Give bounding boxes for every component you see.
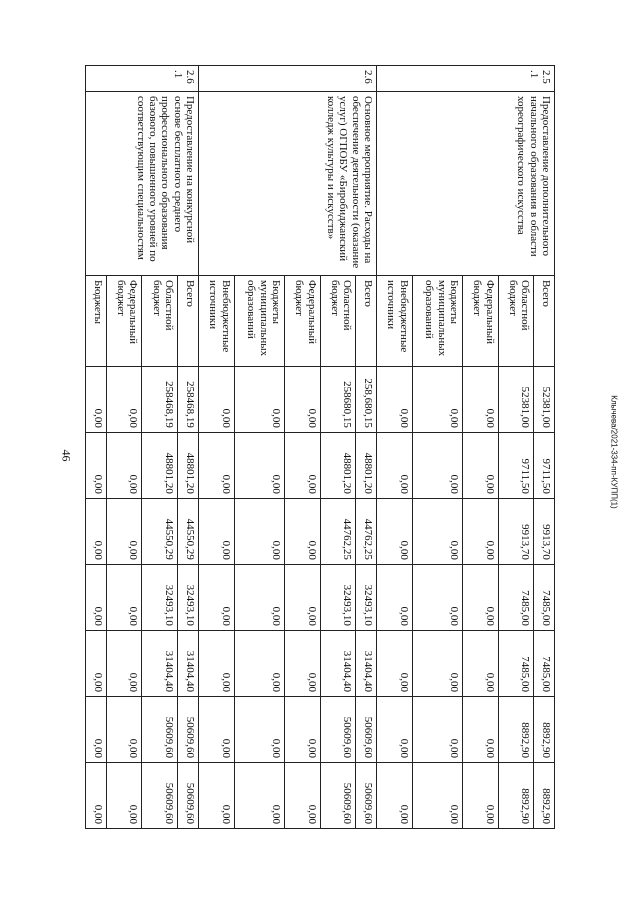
amount-cell: 0,00 — [106, 564, 142, 630]
amount-cell: 48801,20 — [178, 432, 199, 498]
item-name: Основное мероприятие. Расходы на обеспечение деятельности (оказание услуг) ОГПОБУ «Биробиджанский колледж культуры и искусств» — [198, 91, 376, 275]
amount-cell: 258,680,15 — [356, 366, 377, 432]
amount-cell: 0,00 — [412, 696, 462, 762]
funding-source: Областной бюджет — [498, 275, 534, 366]
item-name: Предоставление дополнительного начального образования в области хореографического искусства — [376, 91, 554, 275]
amount-cell: 32493,10 — [142, 564, 178, 630]
amount-cell: 50609,60 — [178, 762, 199, 828]
amount-cell: 32493,10 — [320, 564, 356, 630]
amount-cell: 0,00 — [284, 432, 320, 498]
amount-cell: 258468,19 — [178, 366, 199, 432]
amount-cell: 0,00 — [462, 564, 498, 630]
amount-cell: 50609,60 — [320, 696, 356, 762]
funding-source: Бюджеты — [86, 275, 107, 366]
amount-cell: 0,00 — [198, 696, 234, 762]
amount-cell: 0,00 — [462, 696, 498, 762]
amount-cell: 9711,50 — [498, 432, 534, 498]
amount-cell: 0,00 — [234, 498, 284, 564]
amount-cell: 31404,40 — [178, 630, 199, 696]
amount-cell: 44550,29 — [178, 498, 199, 564]
amount-cell: 0,00 — [284, 630, 320, 696]
amount-cell: 0,00 — [86, 366, 107, 432]
amount-cell: 8892,90 — [534, 696, 555, 762]
amount-cell: 0,00 — [376, 696, 412, 762]
amount-cell: 7485,00 — [498, 630, 534, 696]
amount-cell: 0,00 — [284, 366, 320, 432]
amount-cell: 0,00 — [412, 498, 462, 564]
table-row — [534, 66, 555, 829]
amount-cell: 50609,60 — [142, 696, 178, 762]
amount-cell: 32493,10 — [178, 564, 199, 630]
amount-cell: 258468,19 — [142, 366, 178, 432]
amount-cell: 48801,20 — [320, 432, 356, 498]
budget-table-body — [86, 66, 555, 829]
amount-cell: 0,00 — [198, 366, 234, 432]
amount-cell: 0,00 — [106, 630, 142, 696]
funding-source: Федеральный бюджет — [462, 275, 498, 366]
amount-cell: 0,00 — [376, 498, 412, 564]
amount-cell: 7485,00 — [498, 564, 534, 630]
amount-cell: 0,00 — [284, 696, 320, 762]
budget-table-container — [85, 65, 555, 829]
amount-cell: 0,00 — [376, 366, 412, 432]
amount-cell: 0,00 — [412, 762, 462, 828]
amount-cell: 50609,60 — [356, 762, 377, 828]
funding-source: Всего — [534, 275, 555, 366]
amount-cell: 7485,00 — [534, 564, 555, 630]
amount-cell: 0,00 — [412, 366, 462, 432]
funding-source: Всего — [178, 275, 199, 366]
amount-cell: 9711,50 — [534, 432, 555, 498]
amount-cell: 7485,00 — [534, 630, 555, 696]
amount-cell: 0,00 — [106, 366, 142, 432]
funding-source: Федеральный бюджет — [106, 275, 142, 366]
amount-cell: 44762,25 — [356, 498, 377, 564]
amount-cell: 0,00 — [234, 432, 284, 498]
amount-cell: 258680,15 — [320, 366, 356, 432]
amount-cell: 0,00 — [234, 696, 284, 762]
budget-table — [85, 65, 555, 829]
amount-cell: 0,00 — [376, 564, 412, 630]
amount-cell: 0,00 — [234, 366, 284, 432]
amount-cell: 50609,60 — [356, 696, 377, 762]
amount-cell: 31404,40 — [320, 630, 356, 696]
funding-source: Областной бюджет — [320, 275, 356, 366]
amount-cell: 0,00 — [198, 432, 234, 498]
funding-source: Бюджеты муниципальных образований — [234, 275, 284, 366]
funding-source: Внебюджетные источники — [376, 275, 412, 366]
amount-cell: 0,00 — [412, 432, 462, 498]
funding-source: Бюджеты муниципальных образований — [412, 275, 462, 366]
amount-cell: 50609,60 — [320, 762, 356, 828]
amount-cell: 44762,25 — [320, 498, 356, 564]
document-id: Клычева/2021-334-пп-КУПП(1) — [609, 395, 619, 509]
amount-cell: 48801,20 — [142, 432, 178, 498]
amount-cell: 0,00 — [412, 564, 462, 630]
amount-cell: 9913,70 — [498, 498, 534, 564]
amount-cell: 52381,00 — [498, 366, 534, 432]
amount-cell: 0,00 — [106, 432, 142, 498]
amount-cell: 0,00 — [284, 762, 320, 828]
table-row — [178, 66, 199, 829]
amount-cell: 48801,20 — [356, 432, 377, 498]
amount-cell: 52381,00 — [534, 366, 555, 432]
amount-cell: 8892,90 — [498, 696, 534, 762]
amount-cell: 0,00 — [106, 696, 142, 762]
funding-source: Федеральный бюджет — [284, 275, 320, 366]
amount-cell: 0,00 — [86, 762, 107, 828]
amount-cell: 0,00 — [86, 696, 107, 762]
amount-cell: 0,00 — [86, 564, 107, 630]
amount-cell: 0,00 — [462, 762, 498, 828]
amount-cell: 31404,40 — [356, 630, 377, 696]
amount-cell: 8892,90 — [498, 762, 534, 828]
amount-cell: 0,00 — [412, 630, 462, 696]
amount-cell: 0,00 — [462, 630, 498, 696]
table-row — [356, 66, 377, 829]
page-number: 46 — [59, 449, 74, 462]
amount-cell: 9913,70 — [534, 498, 555, 564]
amount-cell: 0,00 — [198, 630, 234, 696]
amount-cell: 0,00 — [376, 432, 412, 498]
amount-cell: 0,00 — [234, 630, 284, 696]
amount-cell: 0,00 — [462, 498, 498, 564]
amount-cell: 0,00 — [198, 498, 234, 564]
funding-source: Всего — [356, 275, 377, 366]
amount-cell: 0,00 — [86, 498, 107, 564]
amount-cell: 50609,60 — [142, 762, 178, 828]
funding-source: Внебюджетные источники — [198, 275, 234, 366]
amount-cell: 0,00 — [234, 564, 284, 630]
amount-cell: 0,00 — [376, 762, 412, 828]
amount-cell: 31404,40 — [142, 630, 178, 696]
amount-cell: 0,00 — [106, 762, 142, 828]
item-name: Предоставление на конкурсной основе бесплатного среднего профессионального образования базового, повышенного уровней по соответствующим специальностям — [86, 91, 199, 275]
amount-cell: 0,00 — [86, 630, 107, 696]
amount-cell: 0,00 — [86, 432, 107, 498]
item-code: 2.5 .1 — [376, 66, 554, 92]
amount-cell: 0,00 — [284, 564, 320, 630]
amount-cell: 0,00 — [284, 498, 320, 564]
funding-source: Областной бюджет — [142, 275, 178, 366]
amount-cell: 0,00 — [198, 762, 234, 828]
amount-cell: 32493,10 — [356, 564, 377, 630]
amount-cell: 0,00 — [376, 630, 412, 696]
item-code: 2.6 — [198, 66, 376, 92]
amount-cell: 8892,90 — [534, 762, 555, 828]
amount-cell: 0,00 — [198, 564, 234, 630]
item-code: 2.6 .1 — [86, 66, 199, 92]
amount-cell: 0,00 — [462, 366, 498, 432]
amount-cell: 0,00 — [234, 762, 284, 828]
amount-cell: 0,00 — [106, 498, 142, 564]
amount-cell: 44550,29 — [142, 498, 178, 564]
amount-cell: 0,00 — [462, 432, 498, 498]
amount-cell: 50609,60 — [178, 696, 199, 762]
